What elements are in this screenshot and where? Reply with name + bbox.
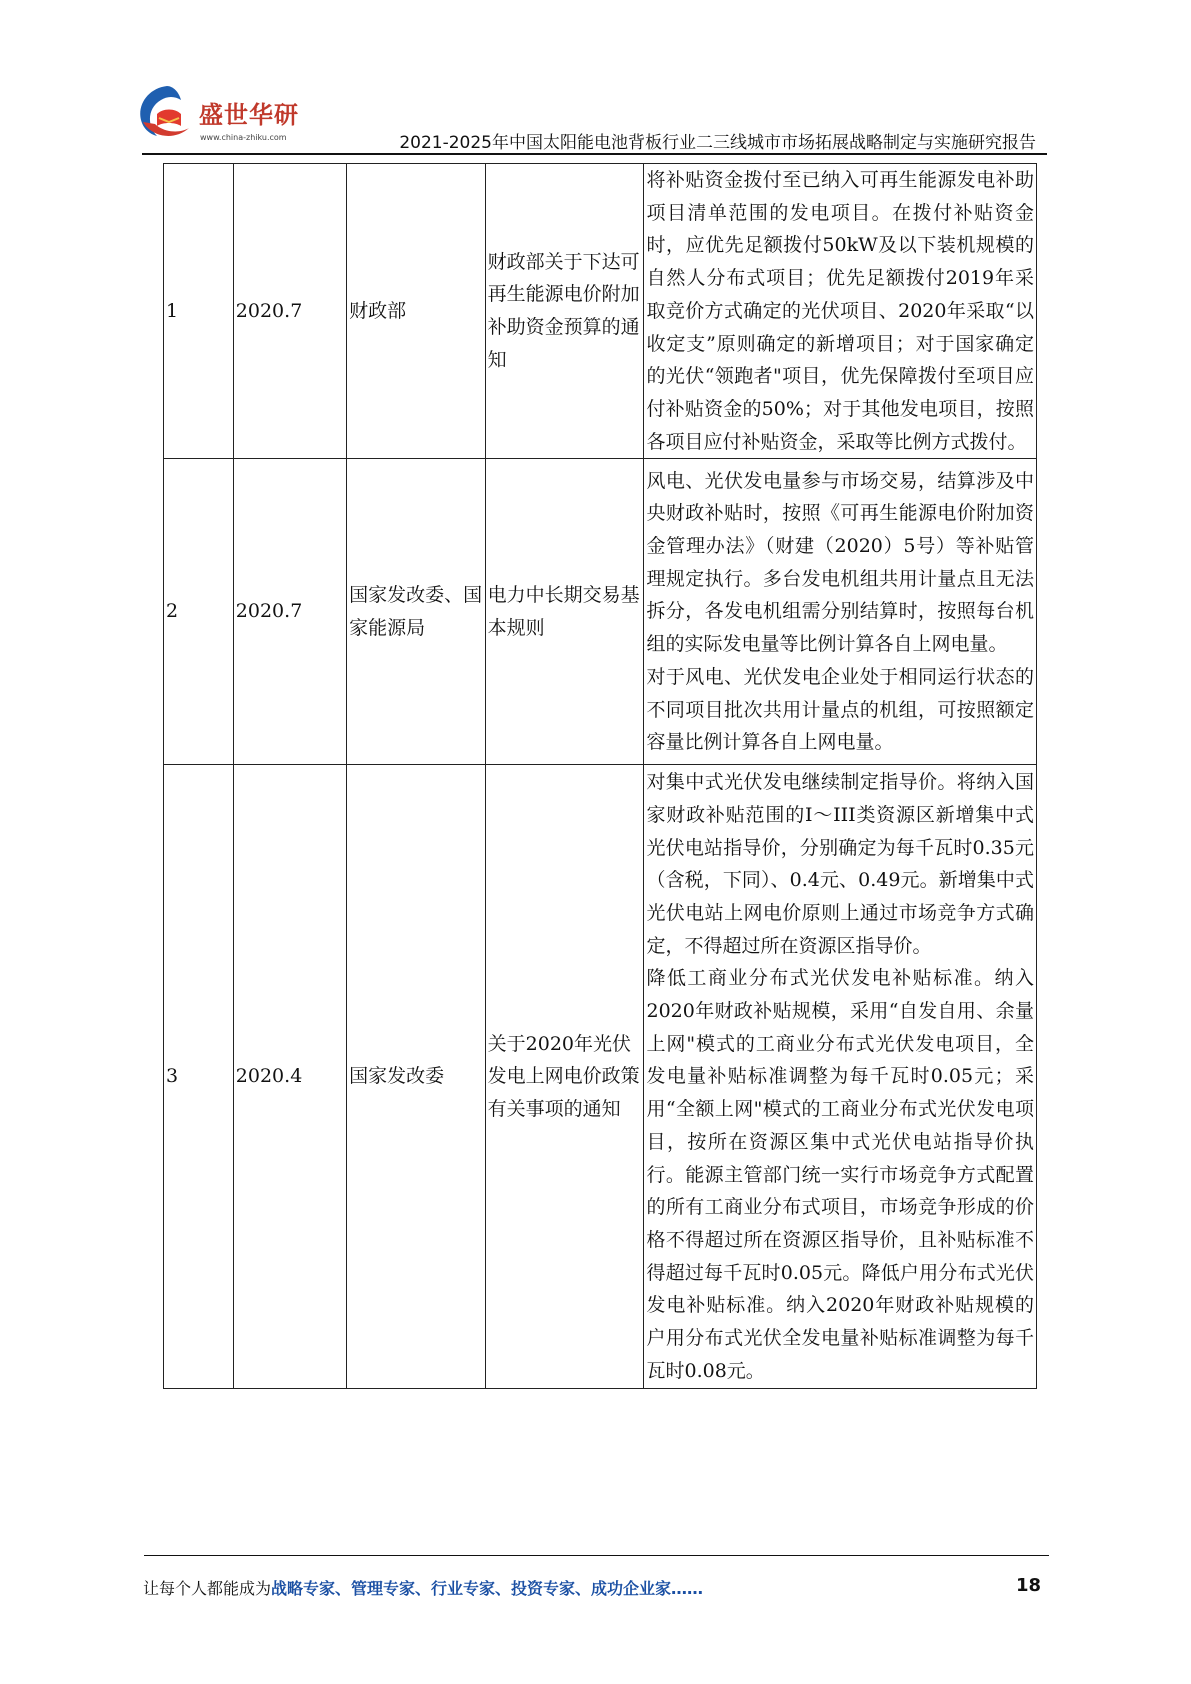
logo-url: www.china-zhiku.com xyxy=(200,133,287,142)
slogan-emphasis: 战略专家、管理专家、行业专家、投资专家、成功企业家…… xyxy=(271,1579,704,1598)
content-paragraph: 对集中式光伏发电继续制定指导价。将纳入国家财政补贴范围的I～III类资源区新增集中式光伏电站指导价，分别确定为每千瓦时0.35元（含税，下同）、0.4元、0.49元。新增集中式光伏电站上网电价原则上通过市场竞争方式确定，不得超过所在资源区指导价。 xyxy=(646,771,1034,957)
content-paragraph: 降低工商业分布式光伏发电补贴标准。纳入2020年财政补贴规模，采用“自发自用、余量上网"模式的工商业分布式光伏发电项目，全发电量补贴标准调整为每千瓦时0.05元；采用“全额上网"模式的工商业分布式光伏发电项目，按所在资源区集中式光伏电站指导价执行。能源主管部门统一实行市场竞争方式配置的所有工商业分布式项目，市场竞争形成的价格不得超过所在资源区指导价，且补贴标准不得超过每千瓦时0.05元。降低户用分布式光伏发电补贴标准。纳入2020年财政补贴规模的户用分布式光伏全发电量补贴标准调整为每千瓦时0.08元。 xyxy=(646,967,1034,1382)
logo-text: 盛世华研 xyxy=(199,101,299,129)
content-paragraph: 对于风电、光伏发电企业处于相同运行状态的不同项目批次共用计量点的机组，可按照额定容量比例计算各自上网电量。 xyxy=(646,665,1034,754)
row-number-cell: 2 xyxy=(164,459,234,765)
department-cell: 国家发改委、国家能源局 xyxy=(347,459,486,765)
table-row xyxy=(164,164,1037,459)
policy-name-cell: 关于2020年光伏发电上网电价政策有关事项的通知 xyxy=(485,765,644,1389)
date-cell: 2020.7 xyxy=(233,164,346,459)
date-cell: 2020.7 xyxy=(233,459,346,765)
policy-name-cell: 财政部关于下达可再生能源电价附加补助资金预算的通知 xyxy=(485,164,644,459)
content-paragraph: 风电、光伏发电量参与市场交易，结算涉及中央财政补贴时，按照《可再生能源电价附加资金管理办法》（财建（2020）5号）等补贴管理规定执行。多台发电机组共用计量点且无法拆分，各发电机组需分别结算时，按照每台机组的实际发电量等比例计算各自上网电量。 xyxy=(646,469,1034,656)
department-cell: 财政部 xyxy=(347,164,486,459)
policy-content-cell xyxy=(644,164,1037,459)
content-paragraph: 将补贴资金拨付至已纳入可再生能源发电补助项目清单范围的发电项目。在拨付补贴资金时，应优先足额拨付50kW及以下装机规模的自然人分布式项目；优先足额拨付2019年采取竞价方式确定的光伏项目、2020年采取“以收定支”原则确定的新增项目；对于国家确定的光伏“领跑者"项目，优先保障拨付至项目应付补贴资金的50%；对于其他发电项目，按照各项目应付补贴资金，采取等比例方式拨付。 xyxy=(646,169,1034,453)
footer-divider xyxy=(144,1555,1049,1556)
table-row xyxy=(164,765,1037,1389)
policy-table-body xyxy=(164,164,1037,1389)
policy-content-cell xyxy=(644,765,1037,1389)
page-header xyxy=(0,0,1191,160)
footer-slogan xyxy=(143,1576,703,1599)
slogan-prefix: 让每个人都能成为 xyxy=(143,1579,272,1598)
report-title: 2021-2025年中国太阳能电池背板行业二三线城市市场拓展战略制定与实施研究报告 xyxy=(399,133,1036,153)
row-number-cell: 3 xyxy=(164,765,234,1389)
date-cell: 2020.4 xyxy=(233,765,346,1389)
header-divider xyxy=(142,153,1047,155)
table-row xyxy=(164,459,1037,765)
policy-table xyxy=(163,163,1037,1389)
logo-mark-icon xyxy=(133,78,203,148)
policy-name-cell: 电力中长期交易基本规则 xyxy=(485,459,644,765)
row-number-cell: 1 xyxy=(164,164,234,459)
department-cell: 国家发改委 xyxy=(347,765,486,1389)
policy-content-cell xyxy=(644,459,1037,765)
page-number: 18 xyxy=(1016,1575,1042,1596)
company-logo xyxy=(138,80,318,155)
